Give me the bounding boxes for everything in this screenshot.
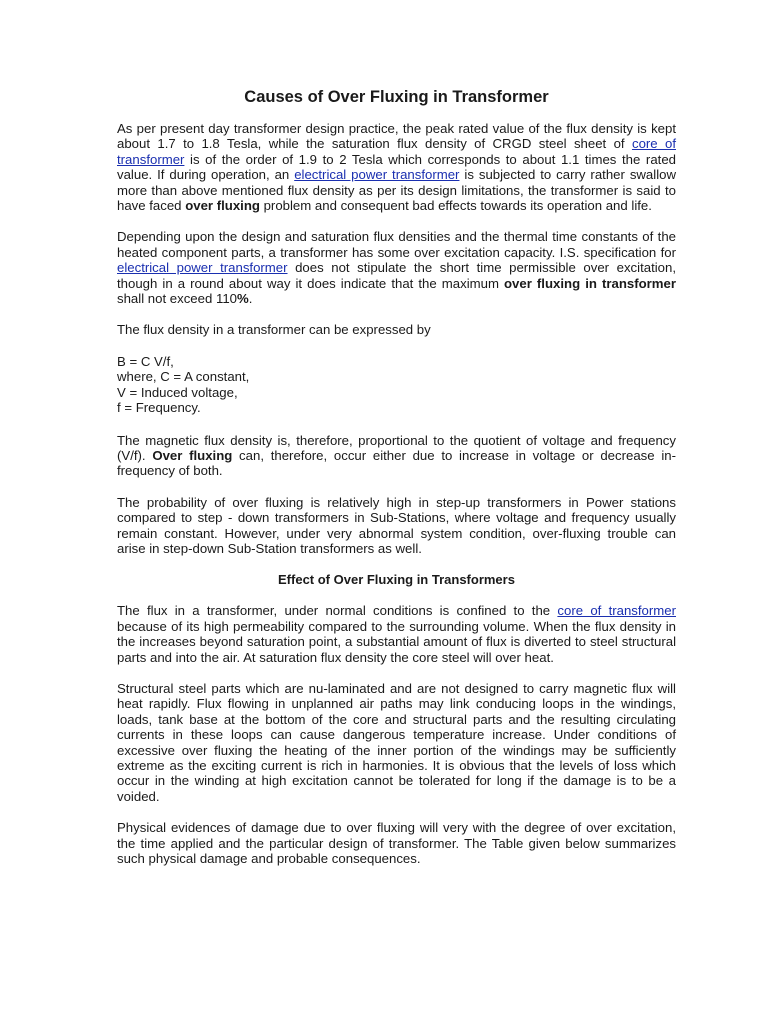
text: is of the order of 1.9 to 2 Tesla which corresponds to about 1.1 times the rated value. If during operation, an (117, 151, 676, 183)
text: Depending upon the design and saturation flux densities and the thermal time constants of the heated component parts, a transformer has some over excitation capacity. I.S. specification for (117, 229, 676, 260)
text: . (248, 291, 253, 307)
bold-term: Over fluxing (152, 447, 233, 463)
formula-line: f = Frequency. (117, 400, 201, 416)
link-electrical-power-transformer[interactable]: electrical power transformer (117, 260, 288, 276)
text: The flux in a transformer, under normal conditions is confined to the (117, 603, 558, 619)
paragraph-physical-evidence: Physical evidences of damage due to over fluxing will very with the degree of over excitation, the time applied and the particular design of transformer. The Table given below summarizes such physical damage and probable consequences. (117, 820, 676, 867)
bold-term: over fluxing in transformer (504, 275, 677, 291)
document-body (117, 84, 676, 882)
link-core-of-transformer[interactable]: core of transformer (557, 603, 676, 619)
page-title: Causes of Over Fluxing in Transformer (244, 88, 549, 106)
formula-block (117, 354, 676, 416)
link-core-of-transformer[interactable]: core of transformer (117, 136, 676, 167)
bold-term: over fluxing (185, 198, 260, 214)
text: can, therefore, occur either due to increase in voltage or decrease in-frequency of both. (117, 447, 676, 479)
paragraph-flux-confinement (117, 603, 676, 665)
link-electrical-power-transformer[interactable]: electrical power transformer (294, 167, 460, 183)
paragraph-flux-expression: The flux density in a transformer can be expressed by (117, 322, 431, 338)
paragraph-probability: The probability of over fluxing is relatively high in step-up transformers in Power stations compared to step - down transformers in Sub-Stations, where voltage and frequency usually remain constant. However, under very abnormal system condition, over-fluxing trouble can arise in step-down Sub-Station transformers as well. (117, 494, 676, 556)
text: is subjected to carry rather swallow more than above mentioned flux density as per its design limitations, the transformer is said to have faced (117, 167, 676, 214)
paragraph-proportionality (117, 433, 676, 479)
formula-line: where, C = A constant, (117, 369, 250, 385)
paragraph-excitation-capacity (117, 229, 676, 306)
text: problem and consequent bad effects towards its operation and life. (259, 198, 652, 214)
text: shall not exceed 110 (117, 291, 237, 307)
text: The magnetic flux density is, therefore, proportional to the quotient of voltage and frequency (V/f). (117, 432, 676, 463)
paragraph-intro (117, 121, 676, 213)
text: does not stipulate the short time permissible over excitation, though in a round about way it does indicate that the maximum (117, 260, 676, 291)
formula-line: B = C V/f, (117, 353, 174, 369)
formula-line: V = Induced voltage, (117, 384, 238, 400)
paragraph-structural-heating: Structural steel parts which are nu-laminated and are not designed to carry magnetic flux will heat rapidly. Flux flowing in unplanned air paths may link conducing loops in the windings, loads, tank base at the bottom of the core and structural parts and the resulting circulating currents in these loops can cause dangerous temperature increase. Under conditions of excessive over fluxing the heating of the inner portion of the windings may be sufficiently extreme as the exciting current is rich in harmonies. It is obvious that the levels of loss which occur in the winding at high excitation cannot be tolerated for long if the damage is to be a voided. (117, 680, 676, 804)
section-heading: Effect of Over Fluxing in Transformers (278, 572, 515, 588)
text: because of its high permeability compared to the surrounding volume. When the flux density in the increases beyond saturation point, a substantial amount of flux is diverted to steel structural parts and into the air. At saturation flux density the core steel will over heat. (117, 618, 676, 665)
bold-percent: % (237, 291, 249, 307)
text: As per present day transformer design practice, the peak rated value of the flux density is kept about 1.7 to 1.8 Tesla, while the saturation flux density of CRGD steel sheet of (117, 121, 676, 152)
